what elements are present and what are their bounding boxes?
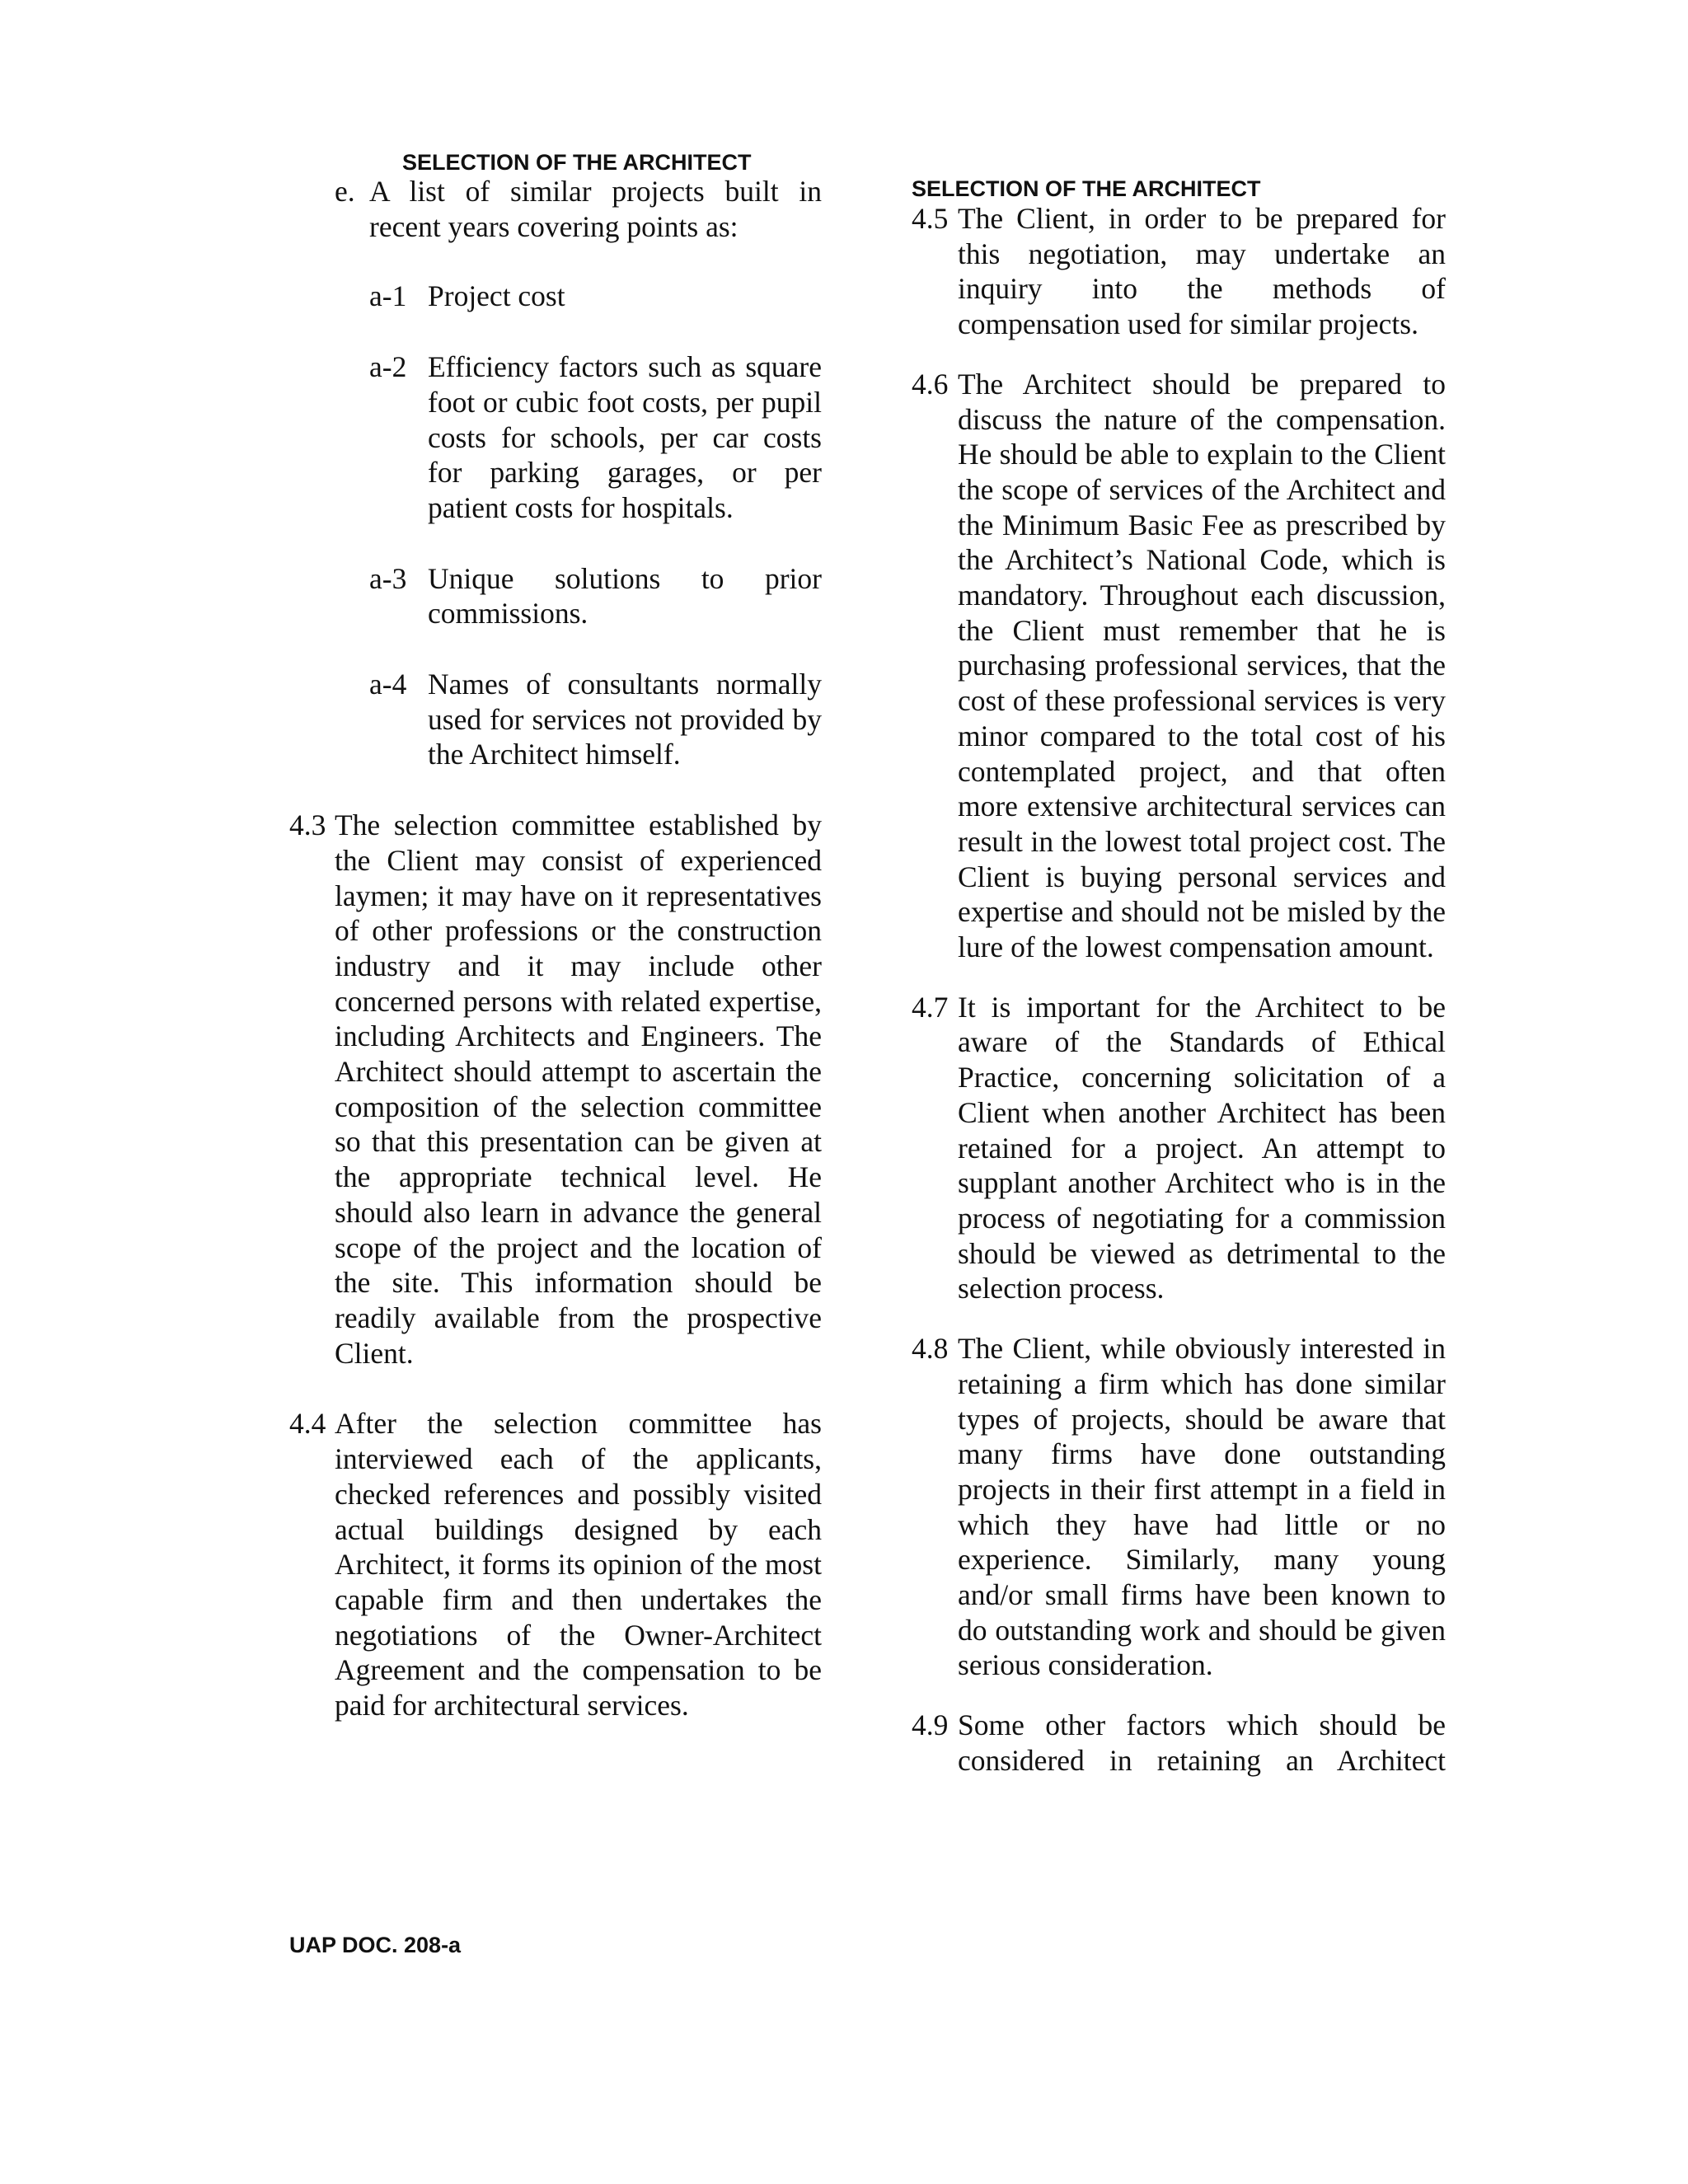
paragraph-text: It is important for the Architect to be aware of the Standards of Ethical Practice, concerning solicitation of a Client when another Architect has been retained for a project. An attempt to supplant another Architect who is in the process of negotiating for a commission should be viewed as detrimental to the selection process.: [958, 990, 1446, 1305]
subitem-a3: [289, 561, 822, 631]
paragraph-text: After the selection committee has interviewed each of the applicants, checked references and possibly visited actual buildings designed by each Architect, it forms its opinion of the most capable firm and then undertakes the negotiations of the Owner-Architect Agreement and the compensation to be paid for architectural services.: [335, 1407, 822, 1722]
subitem-text: Efficiency factors such as square foot or cubic foot costs, per pupil costs for schools, per car costs for parking garages, or per patient costs for hospitals.: [428, 350, 822, 524]
left-section-heading: SELECTION OF THE ARCHITECT: [402, 150, 752, 175]
paragraph-text: Some other factors which should be considered in retaining an Architect: [958, 1708, 1446, 1777]
subitem-a4: [289, 667, 822, 772]
paragraph-number: 4.8: [912, 1332, 949, 1366]
subitem-text: Project cost: [428, 279, 565, 313]
item-e: [289, 174, 822, 244]
paragraph-number: 4.7: [912, 990, 949, 1024]
subitem-a2: [289, 349, 822, 526]
paragraph-4-4: [289, 1406, 822, 1722]
subitem-label: a-3: [369, 561, 407, 595]
subitem-label: a-1: [369, 279, 407, 313]
subitem-a1: [289, 279, 822, 314]
item-e-text: A list of similar projects built in recent years covering points as:: [369, 175, 822, 243]
paragraph-number: 4.6: [912, 367, 949, 401]
subitem-label: a-2: [369, 350, 407, 384]
paragraph-text: The selection committee established by the Client may consist of experienced laymen; it may have on it representatives of other professions or the construction industry and it may include other concerned persons with related expertise, including Architects and Engineers. The Architect should attempt to ascertain the composition of the selection committee so that this presentation can be given at the appropriate technical level. He should also learn in advance the general scope of the project and the location of the site. This information should be readily available from the prospective Client.: [335, 808, 822, 1370]
subitem-text: Unique solutions to prior commissions.: [428, 561, 822, 630]
paragraph-4-8: [912, 1331, 1446, 1683]
paragraph-4-3: [289, 808, 822, 1371]
right-column: [912, 201, 1446, 1779]
paragraph-number: 4.3: [289, 808, 326, 842]
paragraph-4-5: [912, 201, 1446, 342]
paragraph-text: The Architect should be prepared to discuss the nature of the compensation. He should be able to explain to the Client the scope of services of the Architect and the Minimum Basic Fee as prescribed by the Architect’s National Code, which is mandatory. Throughout each discussion, the Client must remember that he is purchasing professional services, that the cost of these professional services is very minor compared to the total cost of his contemplated project, and that often more extensive architectural services can result in the lowest total project cost. The Client is buying personal services and expertise and should not be misled by the lure of the lowest compensation amount.: [958, 367, 1446, 964]
document-footer-id: UAP DOC. 208-a: [289, 1933, 462, 1957]
paragraph-number: 4.4: [289, 1407, 326, 1441]
left-column: [289, 174, 822, 1723]
paragraph-4-7: [912, 990, 1446, 1306]
paragraph-number: 4.5: [912, 202, 949, 235]
subitem-label: a-4: [369, 668, 407, 701]
paragraph-text: The Client, in order to be prepared for this negotiation, may undertake an inquiry into the methods of compensation used for similar projects.: [958, 202, 1446, 341]
paragraph-text: The Client, while obviously interested in retaining a firm which has done similar types of projects, should be aware that many firms have done outstanding projects in their first attempt in a field in which they have had little or no experience. Similarly, many young and/or small firms have been known to do outstanding work and should be given serious consideration.: [958, 1332, 1446, 1682]
item-e-label: e.: [335, 175, 355, 208]
paragraph-4-9: [912, 1708, 1446, 1778]
right-section-heading: SELECTION OF THE ARCHITECT: [912, 176, 1261, 201]
paragraph-number: 4.9: [912, 1708, 949, 1742]
subitem-text: Names of consultants normally used for services not provided by the Architect himself.: [428, 668, 822, 771]
paragraph-4-6: [912, 367, 1446, 965]
